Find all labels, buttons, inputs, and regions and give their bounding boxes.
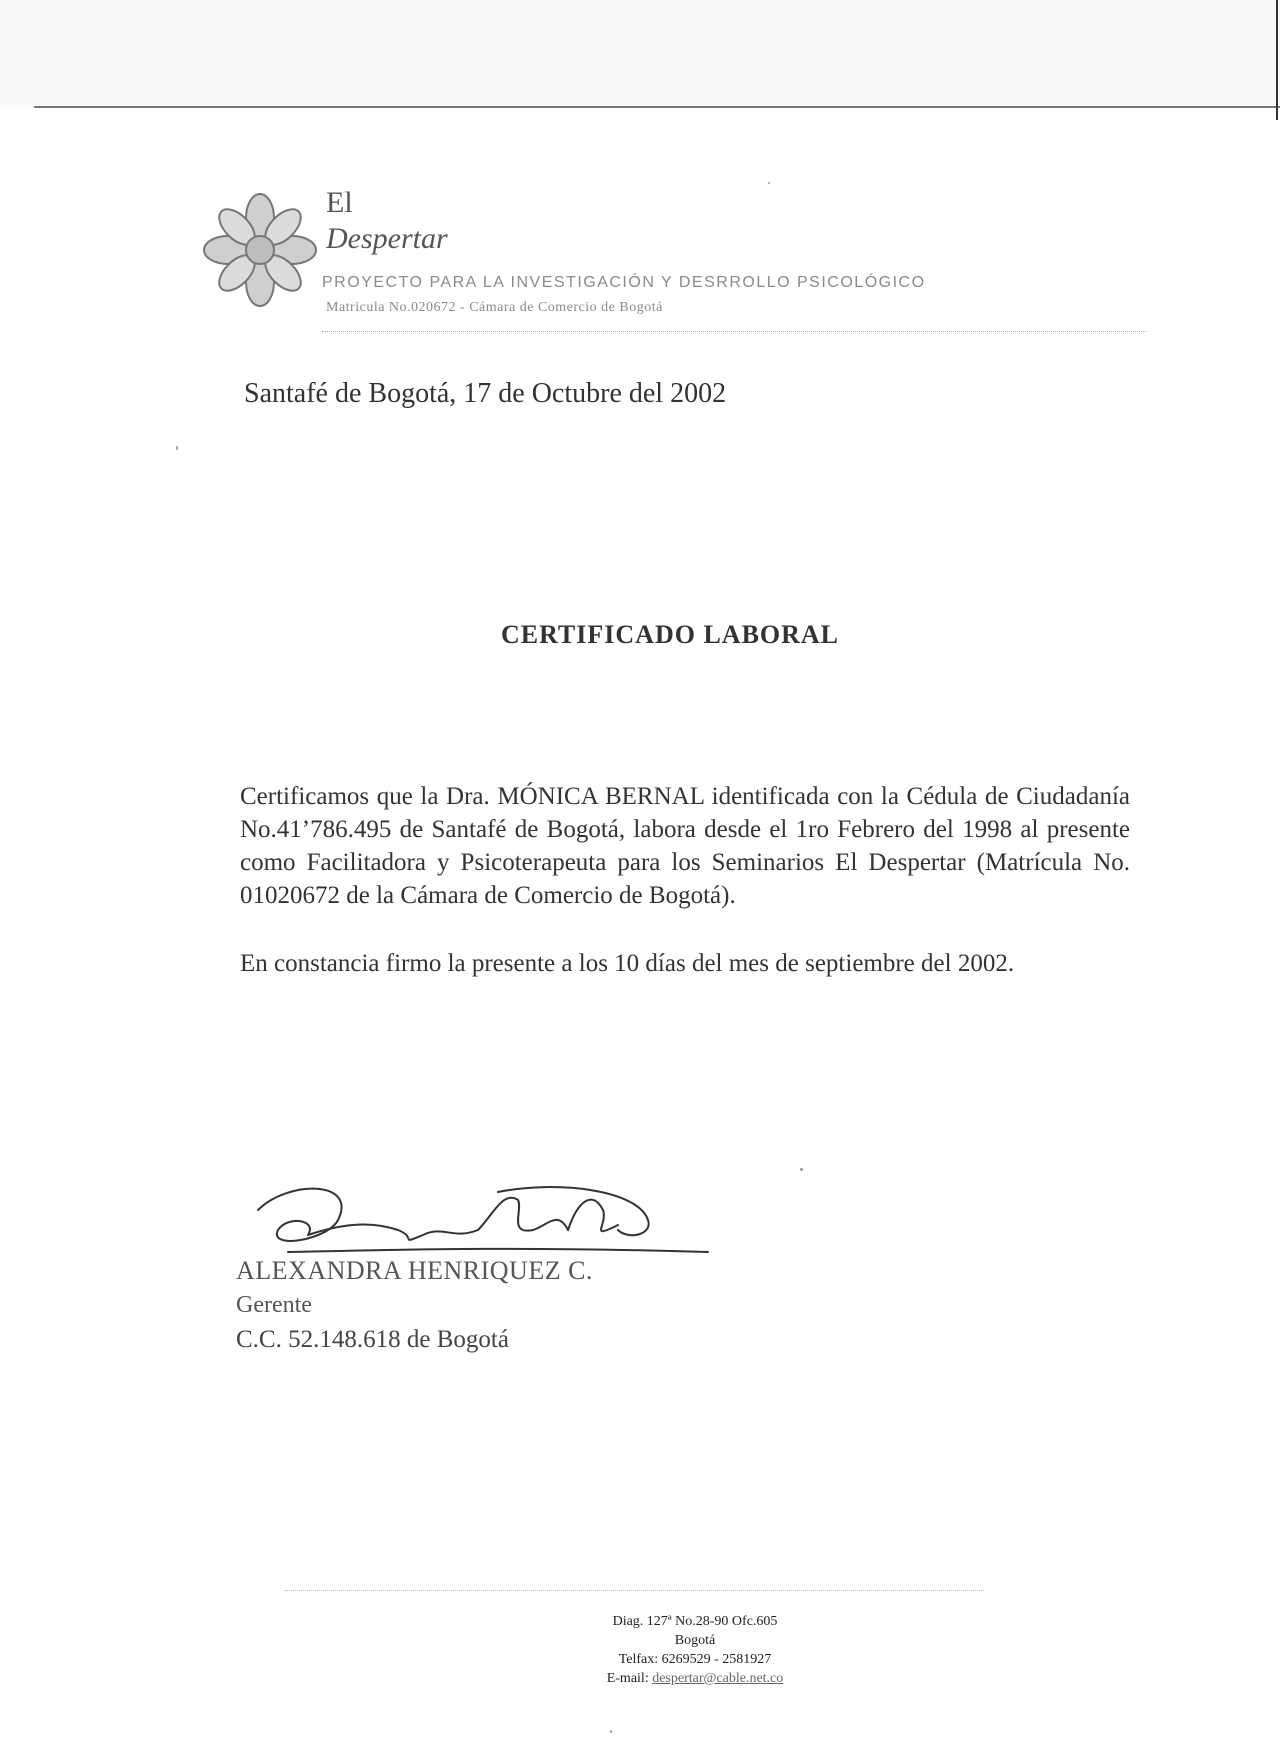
footer-city: Bogotá: [674, 1633, 716, 1648]
closing-paragraph: En constancia firmo la presente a los 10 días del mes de septiembre del 2002.: [240, 950, 1015, 977]
scan-speck: [610, 1730, 612, 1733]
scan-speck: [768, 182, 770, 184]
footer-contact: [0, 1612, 1280, 1688]
date-line: Santafé de Bogotá, 17 de Octubre del 2002: [244, 378, 727, 409]
certification-paragraph: Certificamos que la Dra. MÓNICA BERNAL identificada con la Cédula de Ciudadanía No.41’786.495 de Santafé de Bogotá, labora desde el 1ro Febrero del 1998 al presente como Facilitadora y Psicoterapeuta para los Seminarios El Despertar (Matrícula No. 01020672 de la Cámara de Comercio de Bogotá).: [240, 783, 1130, 909]
scan-speck: [176, 446, 178, 450]
signatory-name: ALEXANDRA HENRIQUEZ C.: [236, 1256, 593, 1285]
paper-right-edge: [1276, 0, 1278, 120]
footer-email-line: [110, 1669, 1280, 1688]
letterhead-divider: [322, 331, 1146, 332]
scan-speck: [800, 1168, 803, 1171]
footer-phone: Telfax: 6269529 - 2581927: [618, 1652, 772, 1667]
scan-top-margin: [0, 0, 1280, 105]
footer-email-label: E-mail:: [606, 1671, 649, 1686]
flower-logo-icon: [200, 190, 320, 310]
org-name-line2: Despertar: [326, 222, 448, 255]
org-registration: Matricula No.020672 - Cámara de Comercio de Bogotá: [326, 300, 663, 315]
signatory-role: Gerente: [236, 1292, 312, 1318]
footer-email-link[interactable]: despertar@cable.net.co: [652, 1671, 784, 1686]
paper-top-edge: [34, 106, 1280, 108]
org-name-line1: El: [326, 186, 353, 219]
footer-address: Diag. 127ª No.28-90 Ofc.605: [612, 1614, 778, 1629]
org-tagline: PROYECTO PARA LA INVESTIGACIÓN Y DESRROLLO PSICOLÓGICO: [322, 274, 926, 291]
signatory-id: C.C. 52.148.618 de Bogotá: [236, 1326, 509, 1353]
footer-divider: [284, 1590, 984, 1591]
document-title: CERTIFICADO LABORAL: [500, 620, 840, 649]
letterhead: [200, 186, 1150, 340]
